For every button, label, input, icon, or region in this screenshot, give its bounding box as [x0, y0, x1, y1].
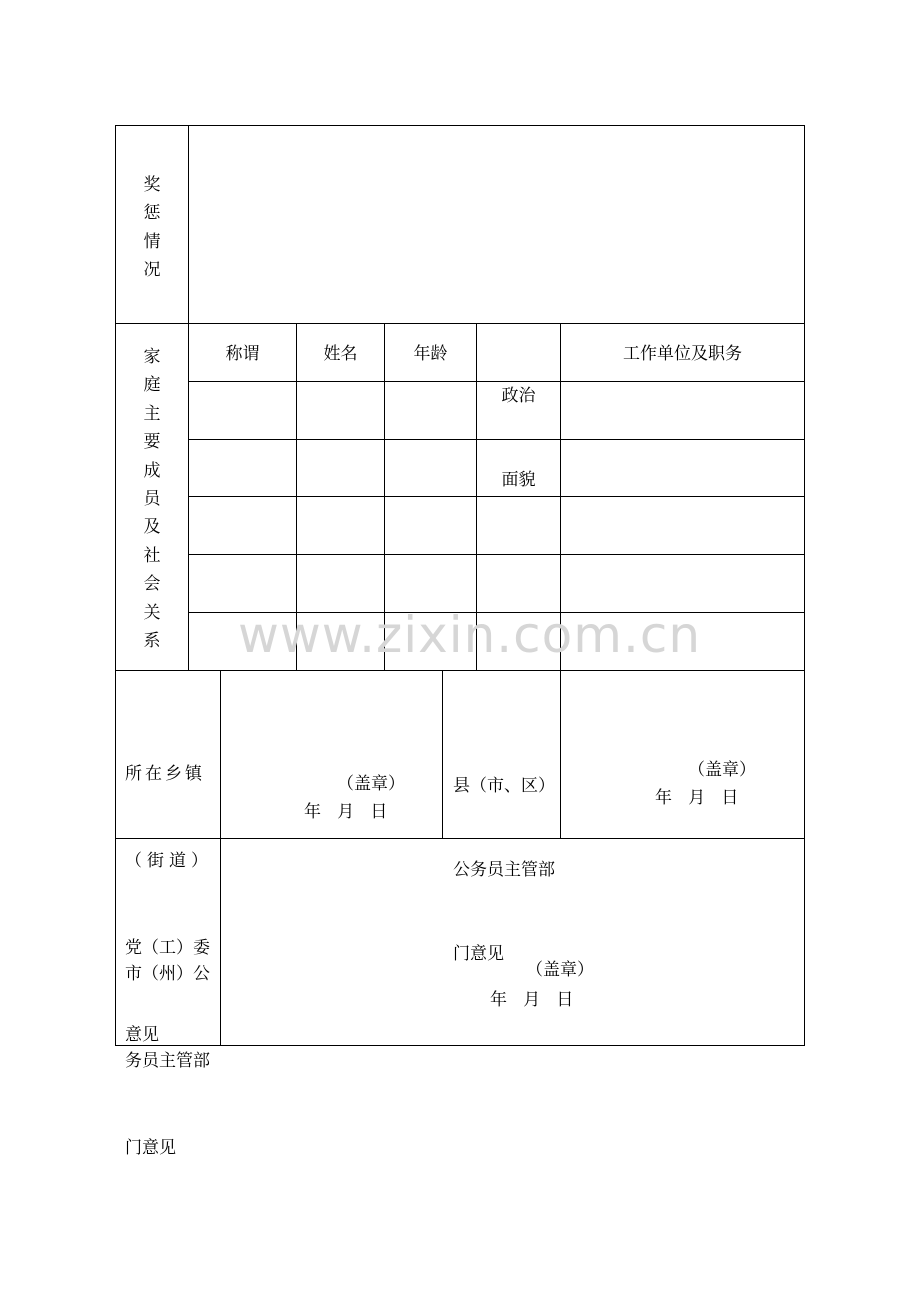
county-label-line: 门意见 — [453, 944, 504, 964]
header-political-line: 政治 — [501, 386, 536, 406]
township-seal: （盖章） — [337, 774, 405, 794]
family-cell-relation[interactable] — [189, 497, 296, 554]
city-date: 年 月 日 — [490, 990, 574, 1010]
family-cell-name[interactable] — [297, 555, 384, 612]
county-label-line: 公务员主管部 — [453, 860, 555, 880]
township-label-line: 意见 — [125, 1025, 159, 1045]
family-cell-relation[interactable] — [189, 382, 296, 439]
city-label-line: 务员主管部 — [125, 1051, 210, 1071]
county-label-left-border — [442, 670, 443, 839]
family-cell-political-status[interactable] — [477, 613, 560, 670]
rewards-bottom-border — [115, 323, 805, 324]
family-cell-age[interactable] — [385, 440, 476, 496]
city-label-line: 门意见 — [125, 1138, 176, 1158]
city-label-line: 市（州）公 — [125, 964, 210, 984]
rewards-label-char: 况 — [143, 260, 161, 281]
family-label — [137, 343, 167, 655]
rewards-label-char: 奖 — [143, 175, 161, 195]
family-label-char: 庭 — [143, 375, 161, 396]
township-label-line: （街道） — [125, 851, 213, 871]
family-label-char: 成 — [143, 460, 161, 481]
family-label-char: 家 — [143, 347, 161, 367]
family-label-char: 系 — [143, 631, 161, 652]
family-cell-relation[interactable] — [189, 613, 296, 670]
family-label-char: 关 — [143, 602, 161, 623]
township-label-line: 党（工）委 — [125, 938, 210, 958]
family-cell-political-status[interactable] — [477, 382, 560, 439]
rewards-label-char: 情 — [143, 231, 161, 252]
table-left-border — [115, 125, 116, 1046]
family-label-char: 要 — [143, 432, 161, 453]
city-opinion-field[interactable] — [221, 839, 804, 1045]
header-age: 年龄 — [413, 344, 448, 364]
header-political-line: 面貌 — [501, 470, 536, 490]
county-seal: （盖章） — [688, 760, 756, 780]
township-date: 年 月 日 — [304, 802, 388, 822]
family-cell-name[interactable] — [297, 497, 384, 554]
family-label-char: 主 — [143, 403, 161, 424]
watermark: www.zixin.com.cn — [238, 606, 702, 664]
family-cell-political-status[interactable] — [477, 440, 560, 496]
family-cell-political-status[interactable] — [477, 497, 560, 554]
header-relation: 称谓 — [225, 344, 260, 364]
family-cell-employer-position[interactable] — [561, 497, 804, 554]
county-date: 年 月 日 — [655, 788, 739, 808]
family-cell-age[interactable] — [385, 497, 476, 554]
family-cell-employer-position[interactable] — [561, 613, 804, 670]
family-cell-age[interactable] — [385, 613, 476, 670]
family-cell-age[interactable] — [385, 555, 476, 612]
family-cell-employer-position[interactable] — [561, 555, 804, 612]
city-label — [125, 902, 217, 1221]
township-label-line: 所在乡镇 — [125, 764, 205, 784]
county-opinion-field[interactable] — [561, 671, 804, 838]
family-cell-relation[interactable] — [189, 440, 296, 496]
family-cell-political-status[interactable] — [477, 555, 560, 612]
header-employer-position: 工作单位及职务 — [623, 344, 742, 364]
family-label-char: 社 — [143, 545, 161, 566]
family-cell-employer-position[interactable] — [561, 440, 804, 496]
rewards-label-char: 惩 — [143, 203, 161, 224]
header-name: 姓名 — [323, 344, 358, 364]
family-cell-name[interactable] — [297, 440, 384, 496]
family-cell-name[interactable] — [297, 613, 384, 670]
rewards-content[interactable] — [189, 126, 804, 323]
city-seal: （盖章） — [526, 960, 594, 980]
family-label-char: 会 — [143, 574, 161, 595]
table-bottom-border — [115, 1045, 805, 1046]
family-label-char: 员 — [143, 489, 161, 510]
rewards-label — [137, 171, 167, 285]
family-cell-employer-position[interactable] — [561, 382, 804, 439]
family-label-char: 及 — [143, 517, 161, 538]
family-cell-name[interactable] — [297, 382, 384, 439]
family-cell-age[interactable] — [385, 382, 476, 439]
family-cell-relation[interactable] — [189, 555, 296, 612]
table-right-border — [804, 125, 805, 1046]
county-label-line: 县（市、区） — [453, 776, 555, 796]
